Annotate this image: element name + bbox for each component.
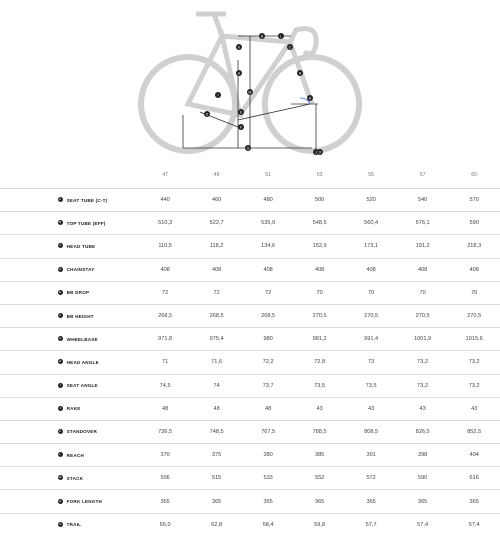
table-row	[0, 235, 500, 258]
row-marker-icon: O	[58, 521, 62, 526]
cell-value: 73,5	[294, 374, 346, 397]
marker-N-label: N	[298, 71, 302, 76]
table-row	[0, 420, 500, 443]
cell-value: 590	[448, 212, 500, 235]
marker-F-label: F	[239, 125, 243, 130]
cell-value: 72,8	[294, 351, 346, 374]
cell-value: 572	[345, 467, 397, 490]
cell-value: 268,5	[191, 304, 243, 327]
cell-value: 74	[191, 374, 243, 397]
cell-value: 72	[242, 281, 294, 304]
cell-value: 66,0	[139, 513, 191, 536]
cell-value: 268,5	[242, 304, 294, 327]
cell-value: 365	[191, 490, 243, 513]
table-row	[0, 513, 500, 536]
size-header-55: 55	[368, 172, 375, 178]
cell-value: 48	[191, 397, 243, 420]
cell-value: 70	[448, 281, 500, 304]
marker-F	[238, 124, 244, 130]
marker-K-label: K	[237, 45, 241, 50]
row-marker-icon: C	[59, 243, 62, 248]
cell-value: 460	[191, 189, 243, 212]
cell-value: 71	[139, 351, 191, 374]
cell-value: 408	[345, 258, 397, 281]
cell-value: 48	[242, 397, 294, 420]
cell-value: 981,2	[294, 328, 346, 351]
row-label: WHEELBASE	[67, 328, 140, 351]
table-row	[0, 444, 500, 467]
cell-value: 365	[397, 490, 449, 513]
cell-value: 57,4	[397, 513, 449, 536]
marker-H	[307, 95, 313, 101]
cell-value: 191,2	[397, 235, 449, 258]
cell-value: 58,4	[242, 513, 294, 536]
cell-value: 408	[191, 258, 243, 281]
cell-value: 980	[242, 328, 294, 351]
cell-value: 62,8	[191, 513, 243, 536]
marker-I	[215, 92, 221, 98]
row-marker-icon: M	[58, 475, 62, 480]
cell-value: 70	[397, 281, 449, 304]
cell-value: 616	[448, 467, 500, 490]
cell-value: 788,5	[294, 420, 346, 443]
marker-A-label: A	[237, 71, 241, 76]
table-row	[0, 467, 500, 490]
cell-value: 548,5	[294, 212, 346, 235]
cell-value: 852,5	[448, 420, 500, 443]
table-row	[0, 258, 500, 281]
cell-value: 72,2	[242, 351, 294, 374]
cell-value: 408	[242, 258, 294, 281]
cell-value: 365	[139, 490, 191, 513]
cell-value: 71,6	[191, 351, 243, 374]
marker-L	[278, 33, 284, 39]
marker-J-label: J	[315, 150, 317, 155]
cell-value: 975,4	[191, 328, 243, 351]
cell-value: 385	[294, 444, 346, 467]
cell-value: 365	[294, 490, 346, 513]
cell-value: 535,9	[242, 212, 294, 235]
cell-value: 404	[448, 444, 500, 467]
marker-B-label: B	[260, 34, 264, 39]
bike-geometry-diagram	[0, 0, 500, 160]
table-row	[0, 281, 500, 304]
cell-value: 590	[397, 467, 449, 490]
cell-value: 72	[191, 281, 243, 304]
cell-value: 533	[242, 467, 294, 490]
cell-value: 270,5	[294, 304, 346, 327]
cell-value: 73	[345, 351, 397, 374]
cell-value: 552	[294, 467, 346, 490]
cell-value: 110,5	[139, 235, 191, 258]
marker-H-label: H	[308, 96, 312, 101]
cell-value: 43	[294, 397, 346, 420]
row-label: FORK LENGTH	[67, 490, 140, 513]
cell-value: 515	[191, 467, 243, 490]
cell-value: 365	[242, 490, 294, 513]
row-label: STACK	[67, 467, 140, 490]
cell-value: 43	[397, 397, 449, 420]
marker-C-label: C	[288, 45, 292, 50]
cell-value: 152,9	[294, 235, 346, 258]
seatpost	[214, 14, 222, 36]
size-header-49: 49	[213, 172, 220, 178]
row-label: CHAINSTAY	[67, 258, 140, 281]
marker-O-label: O	[318, 150, 322, 155]
cell-value: 510,3	[139, 212, 191, 235]
row-marker-icon: G	[58, 336, 62, 341]
geometry-table	[0, 162, 500, 536]
cell-value: 73,2	[448, 351, 500, 374]
marker-G-label: G	[246, 146, 250, 151]
marker-E-label: E	[239, 110, 243, 115]
cell-value: 270,5	[397, 304, 449, 327]
cell-value: 74,5	[139, 374, 191, 397]
table-row	[0, 189, 500, 212]
table-row	[0, 374, 500, 397]
marker-E	[238, 109, 244, 115]
row-label: STANDOVER	[67, 420, 140, 443]
cell-value: 767,5	[242, 420, 294, 443]
cell-value: 218,3	[448, 235, 500, 258]
cell-value: 73,7	[242, 374, 294, 397]
table-row	[0, 351, 500, 374]
row-marker-icon: F	[59, 313, 62, 318]
cell-value: 72	[139, 281, 191, 304]
size-header-60: 60	[471, 172, 478, 178]
row-marker-icon: H	[59, 359, 62, 364]
cell-value: 1015,6	[448, 328, 500, 351]
cell-value: 73,5	[345, 374, 397, 397]
row-marker-icon: L	[59, 452, 61, 457]
cell-value: 70	[345, 281, 397, 304]
row-label: REACH	[67, 444, 140, 467]
cell-value: 991,4	[345, 328, 397, 351]
cell-value: 70	[294, 281, 346, 304]
marker-M	[247, 89, 253, 95]
marker-G	[245, 145, 251, 151]
cell-value: 971,8	[139, 328, 191, 351]
cell-value: 73,2	[397, 374, 449, 397]
size-header-57: 57	[419, 172, 426, 178]
table-row	[0, 490, 500, 513]
cell-value: 408	[294, 258, 346, 281]
row-marker-icon: B	[59, 220, 62, 225]
table-row	[0, 328, 500, 351]
cell-value: 57,4	[448, 513, 500, 536]
cell-value: 560,4	[345, 212, 397, 235]
marker-D-label: D	[205, 112, 209, 117]
row-label: TOP TUBE (EFF)	[67, 212, 140, 235]
marker-I-label: I	[217, 93, 219, 98]
row-label: SEAT ANGLE	[67, 374, 140, 397]
size-header-47: 47	[162, 172, 169, 178]
row-label: SEAT TUBE (C-T)	[67, 189, 140, 212]
cell-value: 270,5	[345, 304, 397, 327]
cell-value: 134,6	[242, 235, 294, 258]
row-label: RAKE	[67, 397, 140, 420]
row-marker-icon: A	[59, 197, 62, 202]
cell-value: 500	[294, 189, 346, 212]
row-label: BB DROP	[67, 281, 140, 304]
cell-value: 370	[139, 444, 191, 467]
cell-value: 440	[139, 189, 191, 212]
cell-value: 43	[448, 397, 500, 420]
row-label: HEAD TUBE	[67, 235, 140, 258]
marker-A	[236, 70, 242, 76]
cell-value: 522,7	[191, 212, 243, 235]
cell-value: 365	[448, 490, 500, 513]
cell-value: 748,5	[191, 420, 243, 443]
cell-value: 59,8	[294, 513, 346, 536]
cell-value: 1001,9	[397, 328, 449, 351]
cell-value: 48	[139, 397, 191, 420]
cell-value: 380	[242, 444, 294, 467]
table-row	[0, 397, 500, 420]
table-row	[0, 212, 500, 235]
marker-O	[317, 149, 323, 155]
cell-value: 520	[345, 189, 397, 212]
cell-value: 540	[397, 189, 449, 212]
cell-value: 808,5	[345, 420, 397, 443]
cell-value: 270,5	[448, 304, 500, 327]
size-header-51: 51	[265, 172, 272, 178]
cell-value: 268,5	[139, 304, 191, 327]
cell-value: 826,5	[397, 420, 449, 443]
cell-value: 480	[242, 189, 294, 212]
size-header-53: 53	[316, 172, 323, 178]
cell-value: 408	[448, 258, 500, 281]
row-marker-icon: N	[59, 498, 62, 503]
cell-value: 73,2	[448, 374, 500, 397]
row-marker-icon: K	[59, 428, 62, 433]
marker-M-label: M	[248, 90, 252, 95]
cell-value: 408	[139, 258, 191, 281]
cell-value: 375	[191, 444, 243, 467]
marker-B	[259, 33, 265, 39]
row-label: HEAD ANGLE	[67, 351, 140, 374]
cell-value: 43	[345, 397, 397, 420]
row-marker-icon: J	[59, 405, 61, 410]
cell-value: 570	[448, 189, 500, 212]
cell-value: 736,5	[139, 420, 191, 443]
cell-value: 73,2	[397, 351, 449, 374]
table-row	[0, 304, 500, 327]
marker-N	[297, 70, 303, 76]
size-header-row	[0, 162, 500, 189]
cell-value: 506	[139, 467, 191, 490]
cell-value: 391	[345, 444, 397, 467]
cell-value: 173,1	[345, 235, 397, 258]
cell-value: 57,7	[345, 513, 397, 536]
marker-L-label: L	[280, 34, 282, 39]
cell-value: 118,2	[191, 235, 243, 258]
row-label: BB HEIGHT	[67, 304, 140, 327]
cell-value: 398	[397, 444, 449, 467]
row-label: TRAIL	[67, 513, 140, 536]
marker-K	[236, 44, 242, 50]
marker-C	[287, 44, 293, 50]
cell-value: 576,1	[397, 212, 449, 235]
cell-value: 408	[397, 258, 449, 281]
marker-D	[204, 111, 210, 117]
row-marker-icon: D	[59, 266, 62, 271]
row-marker-icon: E	[59, 289, 62, 294]
cell-value: 365	[345, 490, 397, 513]
row-marker-icon: I	[58, 383, 63, 388]
